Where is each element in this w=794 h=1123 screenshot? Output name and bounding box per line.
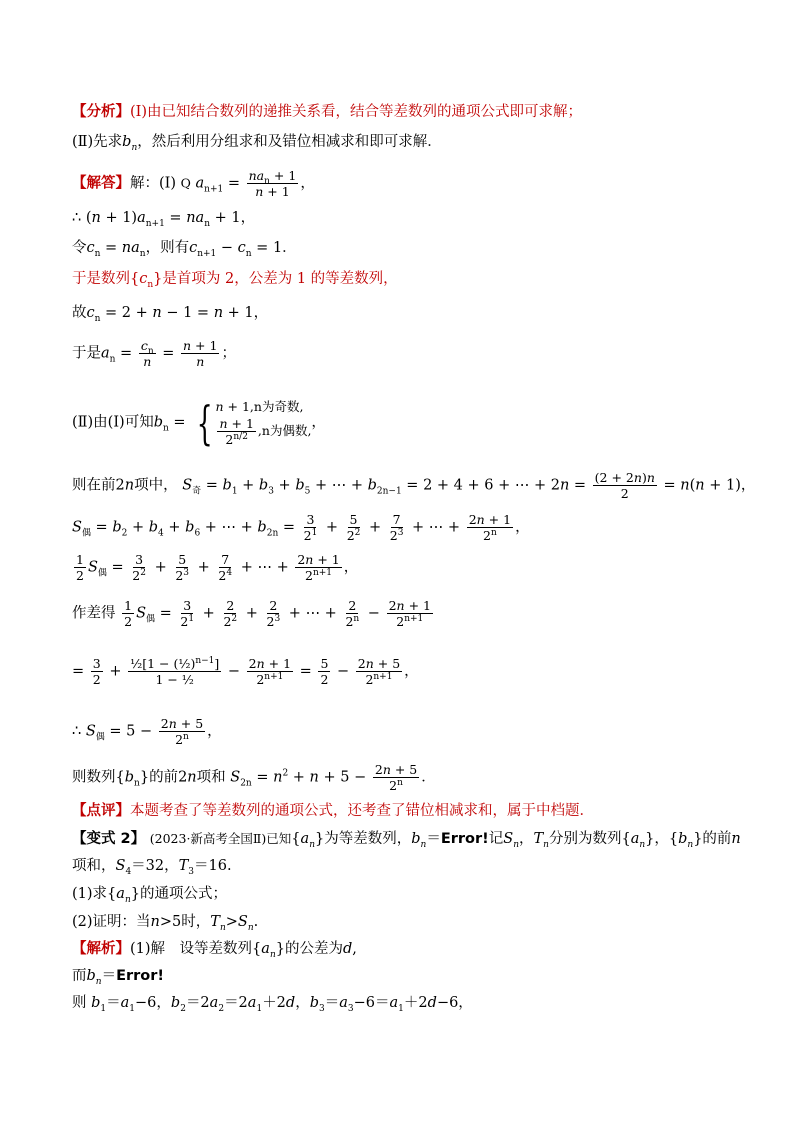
answer-line-12: = $\frac{3}{2}$ + $\frac{\frac{1}{2}[1 - (\frac{1}{2})^{n-1}]}{\text{1 − ½}}$ − $\frac{2n + 1}{2^{n+1}}$ = $\frac{5}{2}$ − $\frac{2n + 5}{2^{n+1}}$ ， <box>72 655 419 687</box>
variant-line-2: 项和，$S_4=32$，$T_3=16$. <box>72 858 232 877</box>
solution-line-2: 而$b_n=Error$! <box>72 968 165 987</box>
variant-tag: 【变式 2】 <box>72 831 146 847</box>
analysis-line-2: (Ⅱ)先求$b_n$，然后利用分组求和及错位相减求和即可求解． <box>72 134 442 153</box>
answer-intro: 解：(Ⅰ) <box>130 175 177 192</box>
answer-line-6: 于是$a_n$ = $\frac{c_n}{n}$ = $\frac{n + 1}{n}$ ； <box>72 338 236 369</box>
answer-line-2: ∴ $(n + 1)a_{n+1} = na_n + 1$， <box>72 210 256 229</box>
solution-line-3: 则 $b_1=a_1-6$，$b_2=2a_2=2a_1+2d$，$b_3=a_3-6=a_1+2d-6$， <box>72 995 473 1014</box>
analysis-line-1 <box>72 102 582 122</box>
analysis-text-2a: (Ⅱ)先求 <box>72 134 123 150</box>
fraction: $\frac{na_n + 1}{n + 1}$ <box>248 168 297 199</box>
answer-line-5: 故$c_n = 2 + n - 1 = n + 1$， <box>72 305 269 324</box>
analysis-text-1: (Ⅰ)由已知结合数列的递推关系看，结合等差数列的通项公式即可求解； <box>130 104 583 120</box>
comment-tag: 【点评】 <box>72 802 130 819</box>
analysis-text-2b: ，然后利用分组求和及错位相减求和即可求解． <box>137 134 442 150</box>
answer-line-10: $\frac{1}{2}$ $S_偶$ = $\frac{3}{2^2}$ + $\frac{5}{2^3}$ + $\frac{7}{2^4}$ + ⋯ + $\frac{2n + 1}{2^{n+1}}$ ， <box>76 552 359 583</box>
variant-question-1: (1)求$\{a_n\}$的通项公式； <box>72 886 227 905</box>
answer-line-11: 作差得 $\frac{1}{2}$ $S_偶$ = $\frac{3}{2^1}$ + $\frac{2}{2^2}$ + $\frac{2}{2^3}$ + ⋯ + $\frac{2}{2^n}$ − $\frac{2n + 1}{2^{n+1}}$ <box>72 598 431 629</box>
answer-line-14: 则数列$\{b_n\}$的前2n项和 $S_{2n} = n^2 + n + 5$ − $\frac{2n + 5}{2^n}$ ． <box>72 762 436 793</box>
answer-tag: 【解答】 <box>72 174 130 192</box>
comment-text: 本题考查了等差数列的通项公式，还考查了错位相减求和，属于中档题． <box>130 803 594 819</box>
comment-line <box>72 801 594 821</box>
variant-line-1: 【变式 2】 (2023·新高考全国Ⅱ)已知$\{a_n\}$为等差数列，$b_n=Error$!记$S_n$，$T_n$分别为数列$\{a_n\}$，$\{b_n\}$的前n <box>72 831 741 850</box>
answer-line-8: 则在前2n项中， $S_奇 = b_1 + b_3 + b_5$ + ⋯ + $b_{2n-1} = 2 + 4 + 6$ + ⋯ + 2n = $\frac{(2 + 2n)n}{2}$ = n(n + 1)， <box>72 470 756 501</box>
answer-line-1: 【解答】解：(Ⅰ) Q $a_{n+1}$ = $\frac{na_n + 1}{n + 1}$ ， <box>72 168 315 199</box>
solution-tag: 【解析】 <box>72 940 130 957</box>
answer-line-4: 于是数列$\{c_n\}$是首项为 2，公差为 1 的等差数列， <box>72 271 398 290</box>
variant-question-2: (2)证明：当n>5时，$T_n>S_n$. <box>72 914 259 933</box>
answer-line-13: ∴ $S_偶 = 5$ − $\frac{2n + 5}{2^n}$ ， <box>72 716 222 747</box>
piecewise-cases: n + 1,n为奇数, $\frac{n + 1}{2^{n/2}}$ ,n为偶数, <box>215 399 312 447</box>
answer-line-9: $S_偶 = b_2 + b_4 + b_6$ + ⋯ + $b_{2n}$ = $\frac{3}{2^1}$ + $\frac{5}{2^2}$ + $\frac{7}{2^3}$ + ⋯ + $\frac{2n + 1}{2^n}$ ， <box>72 512 530 543</box>
analysis-tag: 【分析】 <box>72 103 130 120</box>
solution-line-1: 【解析】(1)解 设等差数列$\{a_n\}$的公差为d, <box>72 940 357 960</box>
answer-line-3: 令$c_n = na_n$，则有$c_{n+1} - c_n = 1$． <box>72 240 297 259</box>
answer-line-7: (Ⅱ)由(Ⅰ)可知$b_n$ = { n + 1,n为奇数, $\frac{n + 1}{2^{n/2}}$ ,n为偶数, ， <box>72 395 326 450</box>
